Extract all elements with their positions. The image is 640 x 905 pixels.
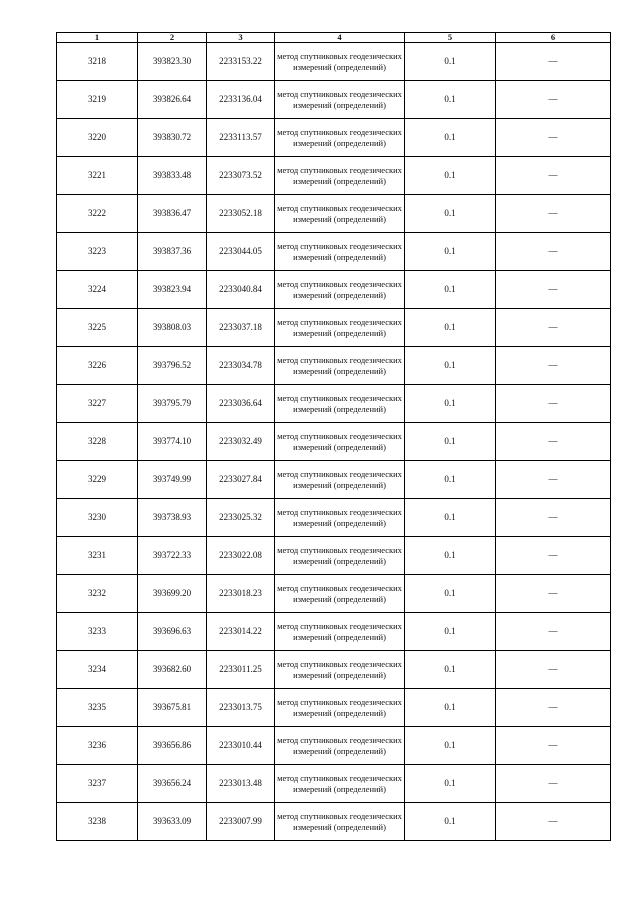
table-row (57, 575, 611, 613)
accuracy-cell: 0.1 (405, 119, 496, 157)
note-cell: — (496, 537, 611, 575)
x-coordinate-cell: 393795.79 (138, 385, 207, 423)
x-coordinate-cell: 393682.60 (138, 651, 207, 689)
header-cell-6: 6 (496, 33, 611, 43)
note-cell: — (496, 727, 611, 765)
method-cell: метод спутниковых геодезических измерений (определений) (275, 499, 405, 537)
point-number-cell: 3219 (57, 81, 138, 119)
note-cell: — (496, 575, 611, 613)
point-number-cell: 3221 (57, 157, 138, 195)
point-number-cell: 3236 (57, 727, 138, 765)
y-coordinate-cell: 2233014.22 (207, 613, 275, 651)
table-row (57, 233, 611, 271)
accuracy-cell: 0.1 (405, 689, 496, 727)
note-cell: — (496, 803, 611, 841)
point-number-cell: 3227 (57, 385, 138, 423)
accuracy-cell: 0.1 (405, 651, 496, 689)
table-row (57, 195, 611, 233)
y-coordinate-cell: 2233036.64 (207, 385, 275, 423)
x-coordinate-cell: 393826.64 (138, 81, 207, 119)
accuracy-cell: 0.1 (405, 803, 496, 841)
x-coordinate-cell: 393699.20 (138, 575, 207, 613)
accuracy-cell: 0.1 (405, 271, 496, 309)
method-cell: метод спутниковых геодезических измерений (определений) (275, 233, 405, 271)
x-coordinate-cell: 393774.10 (138, 423, 207, 461)
point-number-cell: 3233 (57, 613, 138, 651)
note-cell: — (496, 195, 611, 233)
table-row (57, 157, 611, 195)
point-number-cell: 3226 (57, 347, 138, 385)
note-cell: — (496, 423, 611, 461)
point-number-cell: 3222 (57, 195, 138, 233)
table-row (57, 461, 611, 499)
point-number-cell: 3231 (57, 537, 138, 575)
point-number-cell: 3223 (57, 233, 138, 271)
accuracy-cell: 0.1 (405, 195, 496, 233)
accuracy-cell: 0.1 (405, 233, 496, 271)
y-coordinate-cell: 2233034.78 (207, 347, 275, 385)
table-row (57, 537, 611, 575)
method-cell: метод спутниковых геодезических измерений (определений) (275, 803, 405, 841)
y-coordinate-cell: 2233044.05 (207, 233, 275, 271)
note-cell: — (496, 271, 611, 309)
note-cell: — (496, 233, 611, 271)
x-coordinate-cell: 393808.03 (138, 309, 207, 347)
method-cell: метод спутниковых геодезических измерений (определений) (275, 727, 405, 765)
x-coordinate-cell: 393833.48 (138, 157, 207, 195)
point-number-cell: 3218 (57, 43, 138, 81)
table-row (57, 765, 611, 803)
note-cell: — (496, 651, 611, 689)
point-number-cell: 3238 (57, 803, 138, 841)
table-row (57, 271, 611, 309)
y-coordinate-cell: 2233010.44 (207, 727, 275, 765)
point-number-cell: 3224 (57, 271, 138, 309)
method-cell: метод спутниковых геодезических измерений (определений) (275, 309, 405, 347)
x-coordinate-cell: 393830.72 (138, 119, 207, 157)
method-cell: метод спутниковых геодезических измерений (определений) (275, 195, 405, 233)
y-coordinate-cell: 2233052.18 (207, 195, 275, 233)
point-number-cell: 3234 (57, 651, 138, 689)
point-number-cell: 3220 (57, 119, 138, 157)
y-coordinate-cell: 2233136.04 (207, 81, 275, 119)
x-coordinate-cell: 393656.24 (138, 765, 207, 803)
table-row (57, 499, 611, 537)
y-coordinate-cell: 2233013.48 (207, 765, 275, 803)
y-coordinate-cell: 2233037.18 (207, 309, 275, 347)
method-cell: метод спутниковых геодезических измерений (определений) (275, 385, 405, 423)
point-number-cell: 3232 (57, 575, 138, 613)
y-coordinate-cell: 2233022.08 (207, 537, 275, 575)
x-coordinate-cell: 393823.94 (138, 271, 207, 309)
method-cell: метод спутниковых геодезических измерений (определений) (275, 461, 405, 499)
method-cell: метод спутниковых геодезических измерений (определений) (275, 651, 405, 689)
x-coordinate-cell: 393738.93 (138, 499, 207, 537)
note-cell: — (496, 119, 611, 157)
x-coordinate-cell: 393656.86 (138, 727, 207, 765)
accuracy-cell: 0.1 (405, 727, 496, 765)
note-cell: — (496, 347, 611, 385)
x-coordinate-cell: 393823.30 (138, 43, 207, 81)
table-body (57, 43, 611, 841)
note-cell: — (496, 385, 611, 423)
table-row (57, 613, 611, 651)
point-number-cell: 3225 (57, 309, 138, 347)
x-coordinate-cell: 393837.36 (138, 233, 207, 271)
y-coordinate-cell: 2233073.52 (207, 157, 275, 195)
method-cell: метод спутниковых геодезических измерений (определений) (275, 271, 405, 309)
note-cell: — (496, 43, 611, 81)
table-row (57, 347, 611, 385)
table-row (57, 385, 611, 423)
accuracy-cell: 0.1 (405, 423, 496, 461)
table-row (57, 423, 611, 461)
y-coordinate-cell: 2233025.32 (207, 499, 275, 537)
table-row (57, 803, 611, 841)
x-coordinate-cell: 393836.47 (138, 195, 207, 233)
header-row (57, 33, 611, 43)
method-cell: метод спутниковых геодезических измерений (определений) (275, 689, 405, 727)
table-row (57, 727, 611, 765)
x-coordinate-cell: 393796.52 (138, 347, 207, 385)
note-cell: — (496, 765, 611, 803)
method-cell: метод спутниковых геодезических измерений (определений) (275, 157, 405, 195)
accuracy-cell: 0.1 (405, 765, 496, 803)
note-cell: — (496, 81, 611, 119)
y-coordinate-cell: 2233011.25 (207, 651, 275, 689)
method-cell: метод спутниковых геодезических измерений (определений) (275, 575, 405, 613)
coordinates-table (56, 32, 611, 841)
table-row (57, 309, 611, 347)
accuracy-cell: 0.1 (405, 499, 496, 537)
accuracy-cell: 0.1 (405, 613, 496, 651)
y-coordinate-cell: 2233018.23 (207, 575, 275, 613)
x-coordinate-cell: 393675.81 (138, 689, 207, 727)
accuracy-cell: 0.1 (405, 43, 496, 81)
point-number-cell: 3230 (57, 499, 138, 537)
x-coordinate-cell: 393749.99 (138, 461, 207, 499)
accuracy-cell: 0.1 (405, 385, 496, 423)
note-cell: — (496, 461, 611, 499)
accuracy-cell: 0.1 (405, 157, 496, 195)
y-coordinate-cell: 2233113.57 (207, 119, 275, 157)
header-cell-3: 3 (207, 33, 275, 43)
method-cell: метод спутниковых геодезических измерений (определений) (275, 613, 405, 651)
table-row (57, 689, 611, 727)
y-coordinate-cell: 2233032.49 (207, 423, 275, 461)
header-cell-2: 2 (138, 33, 207, 43)
point-number-cell: 3235 (57, 689, 138, 727)
method-cell: метод спутниковых геодезических измерений (определений) (275, 119, 405, 157)
point-number-cell: 3229 (57, 461, 138, 499)
y-coordinate-cell: 2233153.22 (207, 43, 275, 81)
method-cell: метод спутниковых геодезических измерений (определений) (275, 765, 405, 803)
note-cell: — (496, 309, 611, 347)
accuracy-cell: 0.1 (405, 461, 496, 499)
method-cell: метод спутниковых геодезических измерений (определений) (275, 423, 405, 461)
y-coordinate-cell: 2233027.84 (207, 461, 275, 499)
y-coordinate-cell: 2233040.84 (207, 271, 275, 309)
method-cell: метод спутниковых геодезических измерений (определений) (275, 43, 405, 81)
point-number-cell: 3237 (57, 765, 138, 803)
note-cell: — (496, 157, 611, 195)
x-coordinate-cell: 393633.09 (138, 803, 207, 841)
accuracy-cell: 0.1 (405, 81, 496, 119)
method-cell: метод спутниковых геодезических измерений (определений) (275, 347, 405, 385)
method-cell: метод спутниковых геодезических измерений (определений) (275, 537, 405, 575)
x-coordinate-cell: 393722.33 (138, 537, 207, 575)
accuracy-cell: 0.1 (405, 309, 496, 347)
header-cell-4: 4 (275, 33, 405, 43)
note-cell: — (496, 613, 611, 651)
y-coordinate-cell: 2233013.75 (207, 689, 275, 727)
point-number-cell: 3228 (57, 423, 138, 461)
method-cell: метод спутниковых геодезических измерений (определений) (275, 81, 405, 119)
note-cell: — (496, 499, 611, 537)
table-row (57, 651, 611, 689)
note-cell: — (496, 689, 611, 727)
header-cell-1: 1 (57, 33, 138, 43)
accuracy-cell: 0.1 (405, 575, 496, 613)
header-cell-5: 5 (405, 33, 496, 43)
accuracy-cell: 0.1 (405, 537, 496, 575)
x-coordinate-cell: 393696.63 (138, 613, 207, 651)
y-coordinate-cell: 2233007.99 (207, 803, 275, 841)
table-row (57, 81, 611, 119)
table-row (57, 119, 611, 157)
table-row (57, 43, 611, 81)
accuracy-cell: 0.1 (405, 347, 496, 385)
